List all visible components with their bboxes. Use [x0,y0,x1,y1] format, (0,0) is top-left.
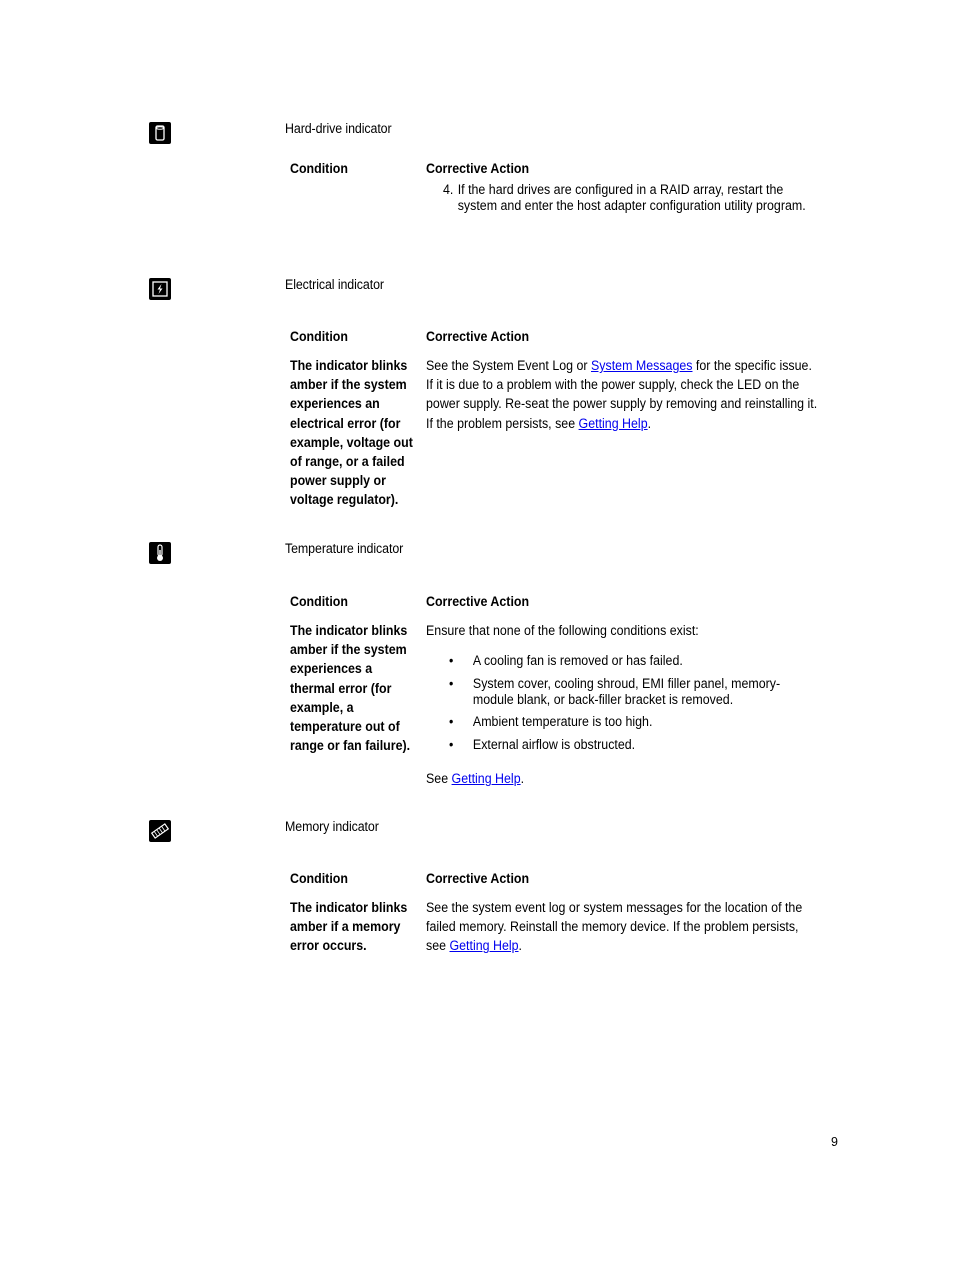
action-text: See the System Event Log or System Messages for the specific issue. If it is due to a problem with the power supply, check the LED on the power supply. Re-seat the power supply by removing and reinstalling it. If the problem persists, see Getting Help. [426,358,818,431]
memory-indicator-title: Memory indicator [285,819,379,834]
bullet-marker: • [449,737,454,752]
item-text: If the hard drives are configured in a RAID array, restart the system and enter the host adapter configuration utility program. [457,182,806,213]
condition-header: Condition [290,871,348,886]
bullet-marker: • [449,653,454,668]
lightning-icon [149,278,171,300]
condition-text: The indicator blinks amber if the system experiences a thermal error (for example, a temperature out of range or fan failure). [290,623,411,754]
bullet-marker: • [449,714,454,729]
condition-text: The indicator blinks amber if a memory error occurs. [290,900,408,954]
corrective-action-header: Corrective Action [426,594,530,609]
getting-help-link[interactable]: Getting Help [449,938,519,954]
condition-header: Condition [290,329,348,344]
condition-header: Condition [290,594,348,609]
condition-header: Condition [290,161,348,176]
temperature-indicator-title: Temperature indicator [285,541,404,556]
electrical-indicator-title: Electrical indicator [285,277,384,292]
bullet-marker: • [449,676,454,691]
item-number: 4. [443,182,454,197]
corrective-action-header: Corrective Action [426,329,530,344]
page-number: 9 [831,1135,838,1149]
hard-drive-icon [149,122,171,144]
action-intro: Ensure that none of the following conditions exist: [426,623,699,638]
system-messages-link[interactable]: System Messages [591,358,693,373]
corrective-action-header: Corrective Action [426,161,530,176]
thermometer-icon [149,542,171,564]
condition-text: The indicator blinks amber if the system experiences an electrical error (for example, voltage out of range, or a failed power supply or voltage regulator). [290,358,413,508]
getting-help-link[interactable]: Getting Help [578,415,648,431]
getting-help-link[interactable]: Getting Help [451,771,521,786]
corrective-action-header: Corrective Action [426,871,530,886]
see-getting-help: See Getting Help. [426,771,525,786]
hard-drive-indicator-title: Hard-drive indicator [285,121,392,136]
memory-module-icon [149,820,171,842]
document-page: Hard-drive indicator Condition Corrective Action 4. If the hard drives are configured in a RAID array, restart the system and enter the host adapter configuration utility program. Electrical indicator Condition Corrective Action The indicator blinks amber if the system experiences an electrical error (for example, voltage out of range, or a failed power supply or voltage regulator). See the System Event Log or System Messages for the specific issue. If it is due to a problem with the power supply, check the LED on the power supply. Re-seat the power supply by removing and reinstalling it. If the problem persists, see Getting Help. Temperature indicator Condition Corrective Action The indicator blinks amber if the system experiences a thermal error (for example, a temperature out of range or fan failure). Ensure that none of the following conditions exist: • A cooling fan is removed or has failed. • System cover, cooling shroud, EMI filler panel, memory-module blank, or back-filler bracket is removed. • Ambient temperature is too high. • External airflow is obstructed. See Getting Help. Memory indicator Condition Corrective Action The indicator blinks amber if a memory error occurs. See the system event log or system messages for the location of the failed memory. Reinstall the memory device. If the problem persists, see Getting Help. 9 [0,0,954,1268]
action-text: See the system event log or system messages for the location of the failed memory. Reinstall the memory device. If the problem persists, see Getting Help. [426,900,803,954]
